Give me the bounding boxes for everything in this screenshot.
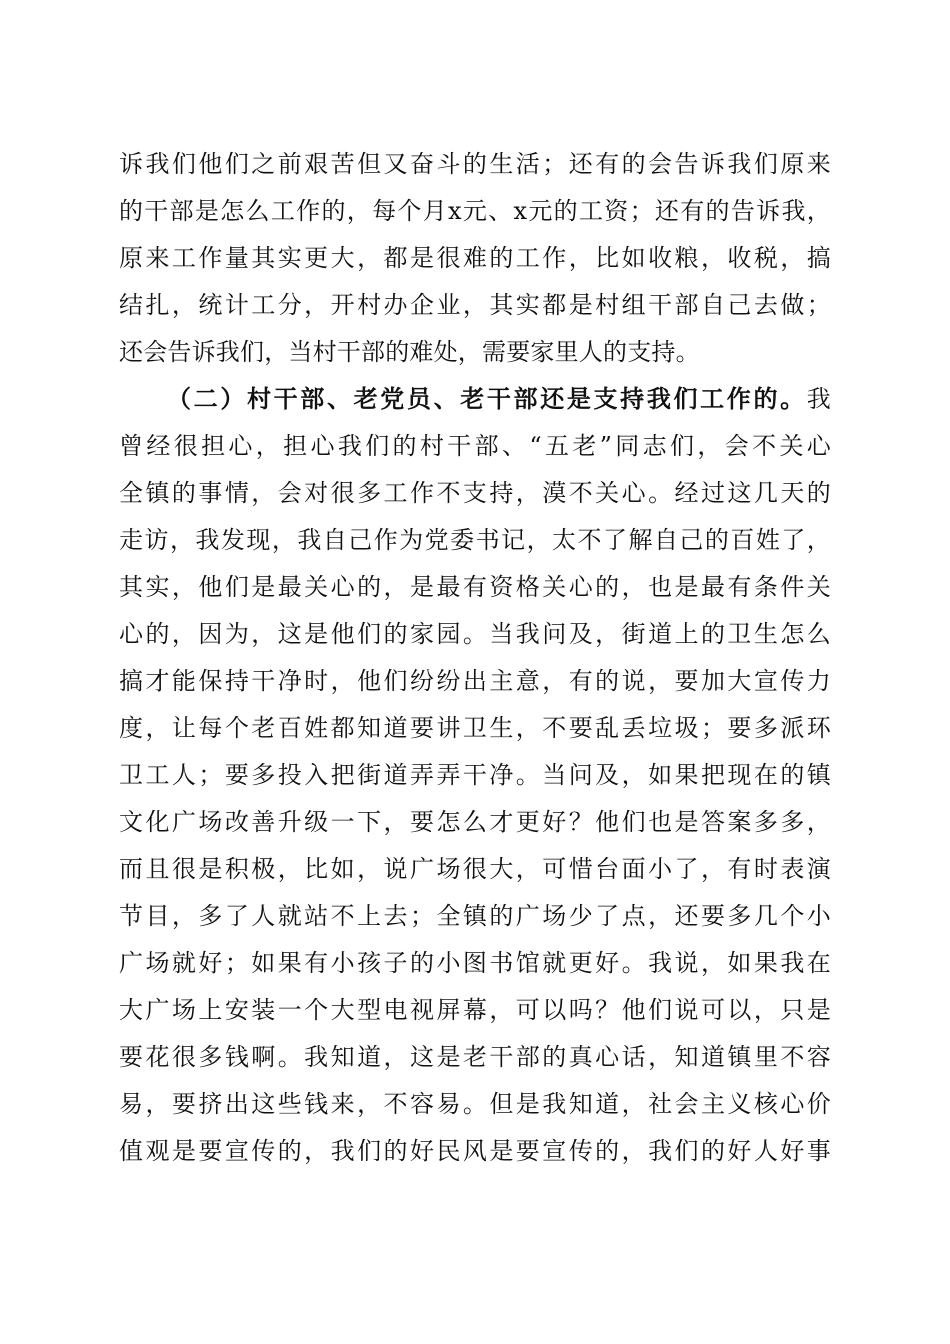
paragraph-line: 度，让每个老百姓都知道要讲卫生，不要乱丢垃圾；要多派环 bbox=[119, 714, 831, 742]
paragraph-line: 要花很多钱啊。我知道，这是老干部的真心话，知道镇里不容 bbox=[119, 1043, 831, 1071]
paragraph-line: 易，要挤出这些钱来，不容易。但是我知道，社会主义核心价 bbox=[119, 1090, 831, 1118]
section-heading-line bbox=[167, 379, 831, 419]
paragraph-line: 卫工人；要多投入把街道弄弄干净。当问及，如果把现在的镇 bbox=[119, 761, 831, 789]
paragraph-line: 广场就好；如果有小孩子的小图书馆就更好。我说，如果我在 bbox=[119, 949, 831, 977]
paragraph-line: 诉我们他们之前艰苦但又奋斗的生活；还有的会告诉我们原来 bbox=[119, 150, 831, 178]
paragraph-line: 其实，他们是最关心的，是最有资格关心的，也是最有条件关 bbox=[119, 573, 831, 601]
paragraph-line: 全镇的事情，会对很多工作不支持，漠不关心。经过这几天的 bbox=[119, 479, 831, 507]
section-heading-rest: 我 bbox=[806, 385, 831, 413]
paragraph-line: 而且很是积极，比如，说广场很大，可惜台面小了，有时表演 bbox=[119, 855, 831, 883]
paragraph-line: 文化广场改善升级一下，要怎么才更好？他们也是答案多多， bbox=[119, 808, 831, 836]
paragraph-line: 心的，因为，这是他们的家园。当我问及，街道上的卫生怎么 bbox=[119, 620, 831, 648]
paragraph-line: 曾经很担心，担心我们的村干部、“五老”同志们，会不关心 bbox=[119, 432, 831, 460]
paragraph-line: 还会告诉我们，当村干部的难处，需要家里人的支持。 bbox=[119, 338, 700, 366]
paragraph-line: 结扎，统计工分，开村办企业，其实都是村组干部自己去做； bbox=[119, 291, 831, 319]
section-heading: （二）村干部、老党员、老干部还是支持我们工作的。 bbox=[167, 384, 807, 413]
paragraph-line: 的干部是怎么工作的，每个月x元、x元的工资；还有的告诉我， bbox=[119, 197, 831, 225]
paragraph-line: 值观是要宣传的，我们的好民风是要宣传的，我们的好人好事 bbox=[119, 1137, 831, 1165]
paragraph-line: 节目，多了人就站不上去；全镇的广场少了点，还要多几个小 bbox=[119, 902, 831, 930]
paragraph-line: 走访，我发现，我自己作为党委书记，太不了解自己的百姓了， bbox=[119, 526, 831, 554]
paragraph-line: 大广场上安装一个大型电视屏幕，可以吗？他们说可以，只是 bbox=[119, 996, 831, 1024]
paragraph-line: 原来工作量其实更大，都是很难的工作，比如收粮，收税，搞 bbox=[119, 244, 831, 272]
paragraph-line: 搞才能保持干净时，他们纷纷出主意，有的说，要加大宣传力 bbox=[119, 667, 831, 695]
